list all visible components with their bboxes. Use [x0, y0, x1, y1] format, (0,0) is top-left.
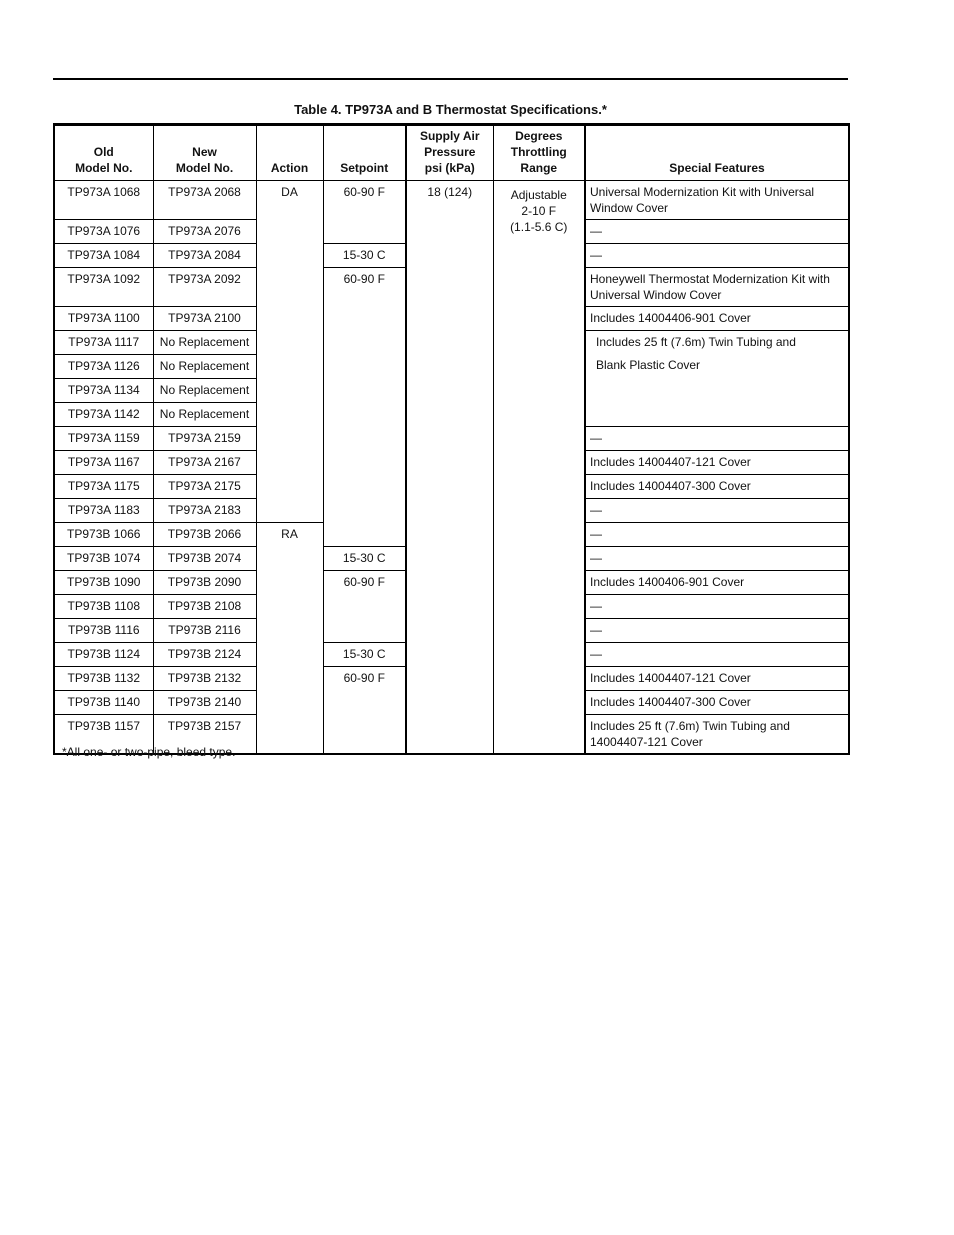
new-model-cell: TP973A 2084: [153, 244, 256, 268]
new-model-cell: TP973B 2157: [153, 715, 256, 755]
header-new-model: New Model No.: [153, 125, 256, 181]
header-old-model: Old Model No.: [54, 125, 153, 181]
features-line: Includes 25 ft (7.6m) Twin Tubing and: [596, 335, 796, 349]
new-model-cell: TP973B 2132: [153, 667, 256, 691]
header-setpoint: Setpoint: [323, 125, 406, 181]
features-cell: Includes 25 ft (7.6m) Twin Tubing and 14004407-121 Cover: [585, 715, 849, 755]
features-cell: —: [585, 595, 849, 619]
old-model-cell: TP973B 1074: [54, 547, 153, 571]
header-special-features: Special Features: [585, 125, 849, 181]
throttling-cell: Adjustable 2-10 F (1.1-5.6 C): [493, 181, 585, 755]
features-line: Blank Plastic Cover: [596, 358, 701, 372]
new-model-cell: TP973A 2159: [153, 427, 256, 451]
new-model-cell: TP973A 2076: [153, 220, 256, 244]
table-row: [54, 181, 849, 220]
features-cell: —: [585, 427, 849, 451]
new-model-cell: TP973A 2183: [153, 499, 256, 523]
new-model-cell: TP973B 2108: [153, 595, 256, 619]
new-model-cell: No Replacement: [153, 331, 256, 355]
old-model-cell: TP973B 1090: [54, 571, 153, 595]
old-model-cell: TP973A 1100: [54, 307, 153, 331]
features-cell: Includes 14004406-901 Cover: [585, 307, 849, 331]
features-cell-tubing: [585, 331, 849, 427]
old-model-cell: TP973B 1124: [54, 643, 153, 667]
top-rule: [53, 78, 848, 80]
old-model-cell: TP973A 1159: [54, 427, 153, 451]
setpoint-cell: 15-30 C: [323, 643, 406, 667]
old-model-cell: TP973B 1140: [54, 691, 153, 715]
action-cell: RA: [256, 523, 323, 755]
old-model-cell: TP973B 1066: [54, 523, 153, 547]
old-model-cell: TP973B 1108: [54, 595, 153, 619]
supply-air-cell: 18 (124): [406, 181, 493, 755]
table-caption: Table 4. TP973A and B Thermostat Specifications.*: [294, 102, 607, 117]
old-model-cell: TP973A 1117: [54, 331, 153, 355]
old-model-cell: TP973B 1116: [54, 619, 153, 643]
new-model-cell: TP973B 2140: [153, 691, 256, 715]
features-cell: Honeywell Thermostat Modernization Kit with Universal Window Cover: [585, 268, 849, 307]
table-footnote: *All one- or two-pipe, bleed type.: [62, 745, 236, 759]
setpoint-cell: 60-90 F: [323, 571, 406, 643]
new-model-cell: TP973B 2066: [153, 523, 256, 547]
features-cell: Includes 14004407-300 Cover: [585, 475, 849, 499]
new-model-cell: TP973B 2074: [153, 547, 256, 571]
new-model-cell: TP973A 2092: [153, 268, 256, 307]
header-throttling: Degrees Throttling Range: [493, 125, 585, 181]
new-model-cell: No Replacement: [153, 379, 256, 403]
features-cell: Universal Modernization Kit with Universal Window Cover: [585, 181, 849, 220]
setpoint-cell: 60-90 F: [323, 268, 406, 547]
old-model-cell: TP973A 1183: [54, 499, 153, 523]
features-cell: —: [585, 619, 849, 643]
old-model-cell: TP973A 1142: [54, 403, 153, 427]
old-model-cell: TP973A 1068: [54, 181, 153, 220]
setpoint-cell: 15-30 C: [323, 547, 406, 571]
features-cell: —: [585, 547, 849, 571]
header-action: Action: [256, 125, 323, 181]
new-model-cell: TP973B 2090: [153, 571, 256, 595]
new-model-cell: TP973B 2124: [153, 643, 256, 667]
new-model-cell: TP973A 2100: [153, 307, 256, 331]
setpoint-cell: 60-90 F: [323, 181, 406, 244]
setpoint-cell: 60-90 F: [323, 667, 406, 755]
old-model-cell: TP973A 1092: [54, 268, 153, 307]
old-model-cell: TP973A 1126: [54, 355, 153, 379]
old-model-cell: TP973A 1084: [54, 244, 153, 268]
setpoint-cell: 15-30 C: [323, 244, 406, 268]
new-model-cell: No Replacement: [153, 355, 256, 379]
new-model-cell: TP973A 2068: [153, 181, 256, 220]
features-cell: Includes 1400406-901 Cover: [585, 571, 849, 595]
new-model-cell: TP973A 2167: [153, 451, 256, 475]
features-cell: —: [585, 220, 849, 244]
old-model-cell: TP973A 1167: [54, 451, 153, 475]
spec-table: [53, 123, 850, 755]
old-model-cell: TP973A 1134: [54, 379, 153, 403]
features-cell: Includes 14004407-300 Cover: [585, 691, 849, 715]
new-model-cell: TP973A 2175: [153, 475, 256, 499]
features-cell: —: [585, 643, 849, 667]
old-model-cell: TP973A 1076: [54, 220, 153, 244]
old-model-cell: TP973B 1132: [54, 667, 153, 691]
old-model-cell: TP973B 1157: [54, 715, 153, 755]
features-cell: —: [585, 523, 849, 547]
header-row: [54, 125, 849, 181]
features-cell: —: [585, 499, 849, 523]
features-cell: —: [585, 244, 849, 268]
features-cell: Includes 14004407-121 Cover: [585, 451, 849, 475]
action-cell: DA: [256, 181, 323, 523]
new-model-cell: TP973B 2116: [153, 619, 256, 643]
old-model-cell: TP973A 1175: [54, 475, 153, 499]
features-cell: Includes 14004407-121 Cover: [585, 667, 849, 691]
header-supply-air: Supply Air Pressure psi (kPa): [406, 125, 493, 181]
new-model-cell: No Replacement: [153, 403, 256, 427]
